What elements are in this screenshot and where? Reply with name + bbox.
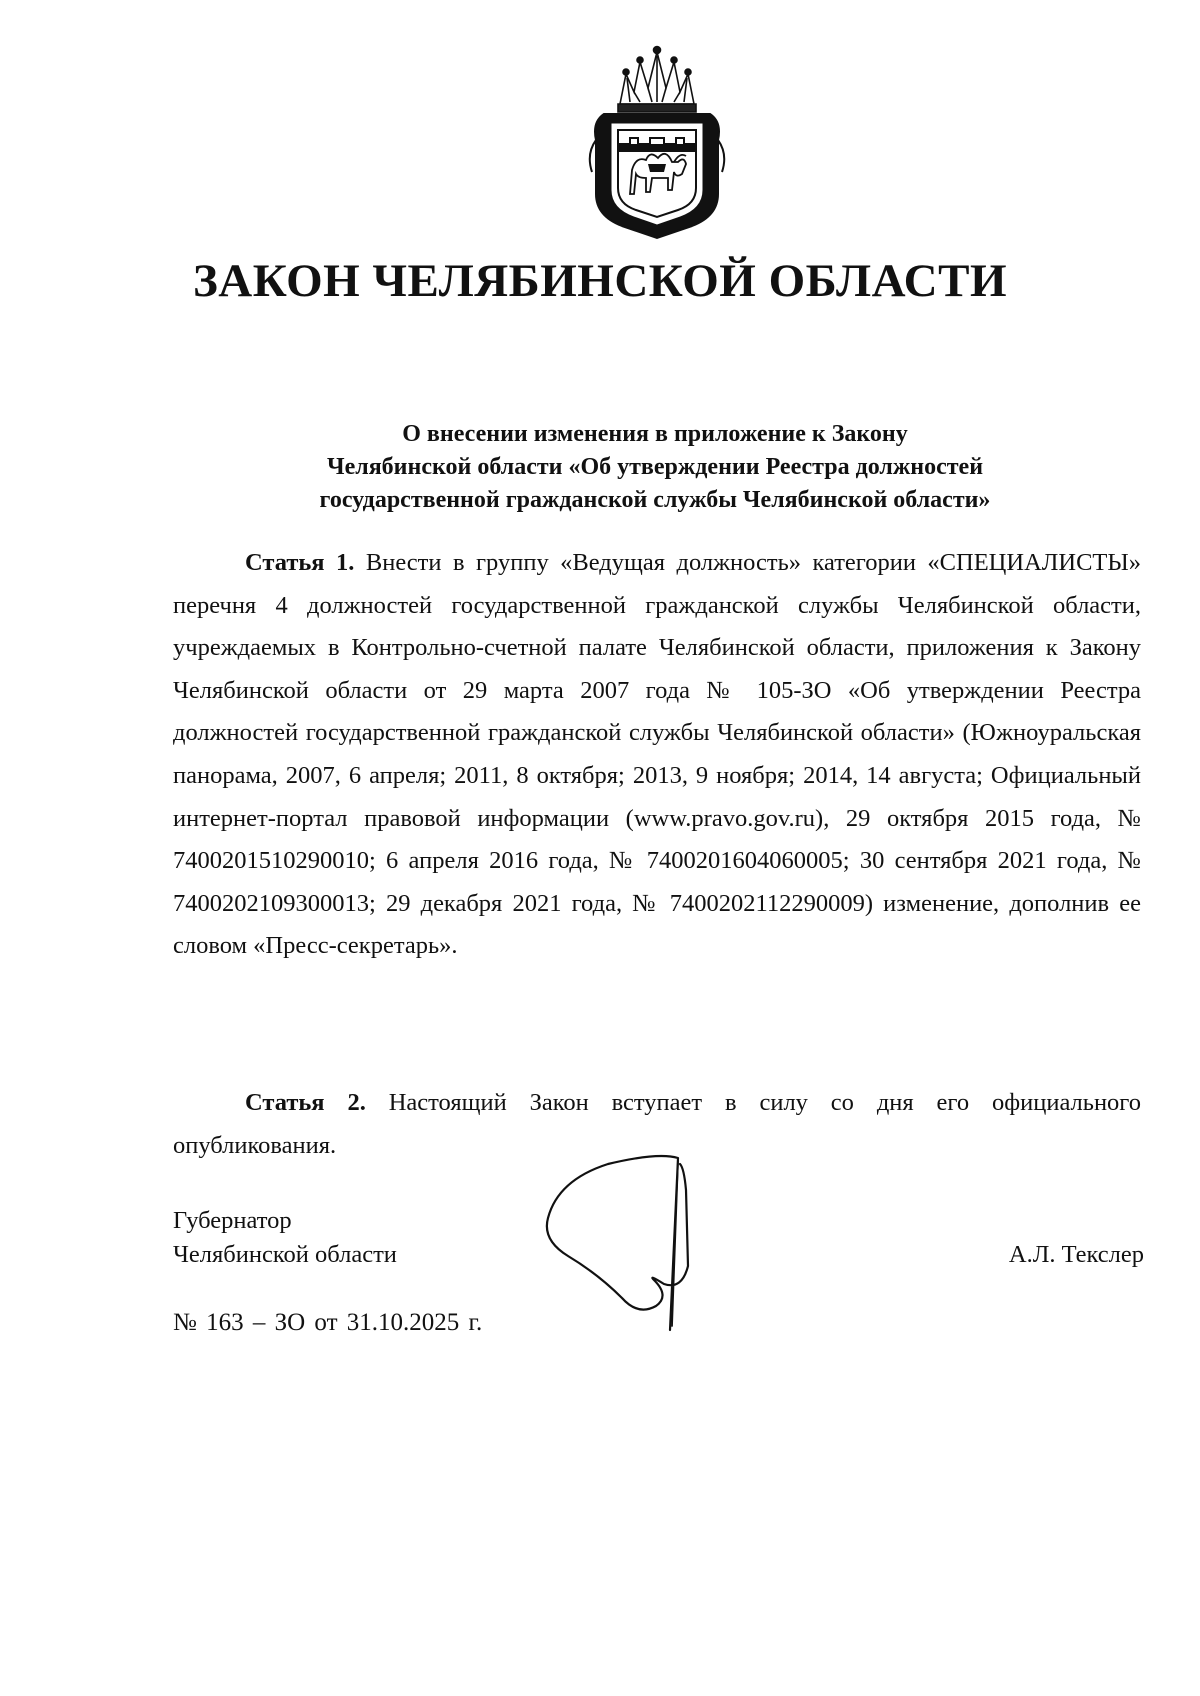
article-1 bbox=[173, 542, 1141, 968]
signer-position-line: Губернатор bbox=[173, 1207, 292, 1234]
chelyabinsk-coat-of-arms-icon bbox=[582, 44, 732, 240]
document-subtitle bbox=[0, 418, 1200, 517]
signer-position bbox=[173, 1204, 397, 1272]
article-1-label: Статья 1. bbox=[245, 549, 355, 576]
article-2-label: Статья 2. bbox=[245, 1089, 366, 1116]
signer-position-line: Челябинской области bbox=[173, 1241, 397, 1268]
document-title: ЗАКОН ЧЕЛЯБИНСКОЙ ОБЛАСТИ bbox=[192, 255, 1008, 307]
subtitle-line: О внесении изменения в приложение к Закону bbox=[402, 421, 908, 447]
subtitle-line: государственной гражданской службы Челябинской области» bbox=[319, 487, 991, 513]
article-2-text: Настоящий Закон вступает в силу со дня его официального опубликования. bbox=[173, 1089, 1141, 1159]
law-number: № 163 – ЗО от 31.10.2025 г. bbox=[173, 1309, 483, 1336]
subtitle-line: Челябинской области «Об утверждении Реестра должностей bbox=[326, 454, 984, 480]
handwritten-signature-icon bbox=[538, 1150, 758, 1340]
signer-name: А.Л. Текслер bbox=[1008, 1241, 1144, 1268]
article-1-text: Внести в группу «Ведущая должность» категории «СПЕЦИАЛИСТЫ» перечня 4 должностей государственной гражданской службы Челябинской области, учреждаемых в Контрольно-счетной палате Челябинской области, приложения к Закону Челябинской области от 29 марта 2007 года № 105-ЗО «Об утверждении Реестра должностей государственной гражданской службы Челябинской области» (Южноуральская панорама, 2007, 6 апреля; 2011, 8 октября; 2013, 9 ноября; 2014, 14 августа; Официальный интернет-портал правовой информации (www.pravo.gov.ru), 29 октября 2015 года, № 7400201510290010; 6 апреля 2016 года, № 7400201604060005; 30 сентября 2021 года, № 7400202109300013; 29 декабря 2021 года, № 7400202112290009) изменение, дополнив ее словом «Пресс-секретарь». bbox=[173, 549, 1141, 960]
